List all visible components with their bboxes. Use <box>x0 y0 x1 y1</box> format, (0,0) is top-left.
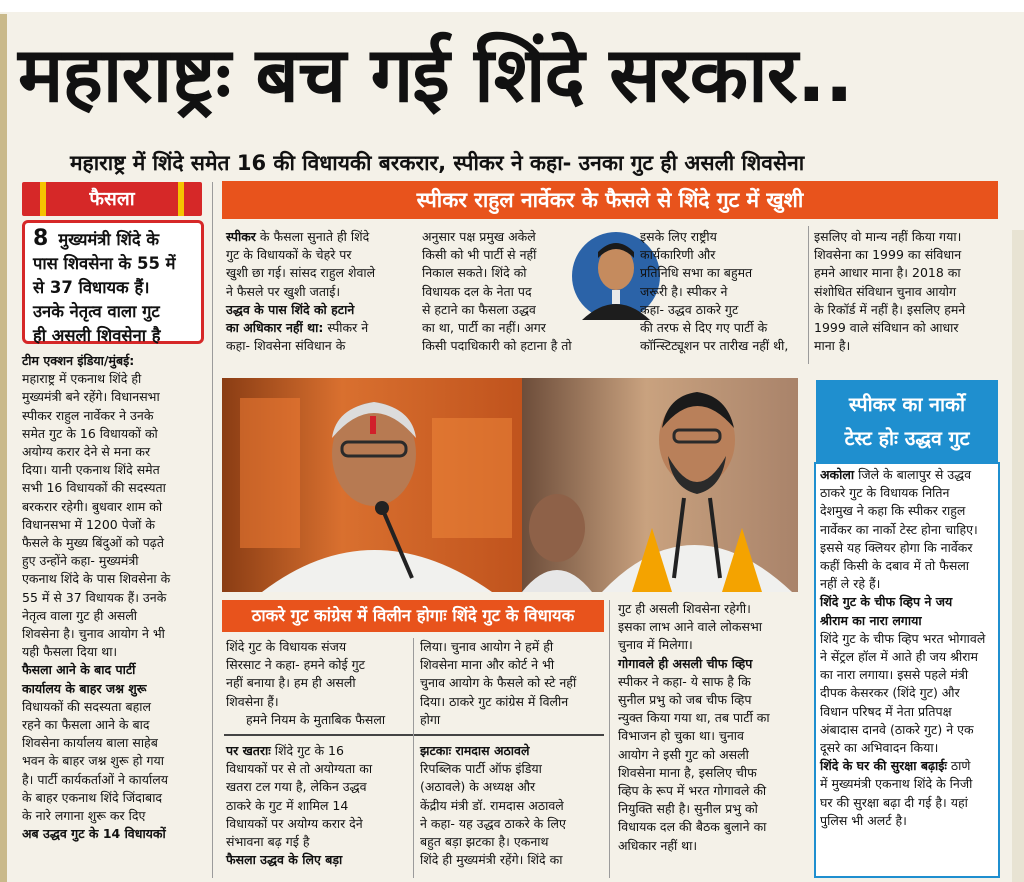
text-line: गुट के विधायकों के चेहरे पर <box>226 247 352 263</box>
section-subhead: फैसला उद्धव के लिए बड़ा <box>226 852 343 868</box>
key-line: उनके नेतृत्व वाला गुट <box>33 302 160 321</box>
text-line: नार्वेकर का नार्को टेस्ट होना चाहिए। <box>820 521 978 537</box>
side-story-title <box>816 380 998 462</box>
text-line: सुनील प्रभु को जब चीफ व्हिप <box>618 692 752 708</box>
story-banner: ठाकरे गुट कांग्रेस में विलीन होगाः शिंदे गुट के विधायक <box>222 600 604 632</box>
text-line: शिवसेना है। चुनाव आयोग ने भी <box>22 626 165 642</box>
text-line: की तरफ से दिए गए पार्टी के <box>640 320 768 336</box>
text-line: किसी को भी पार्टी से नहीं <box>422 247 537 263</box>
text-line: दिया। यानी एकनाथ शिंदे समेत <box>22 462 160 478</box>
text-line: हमने नियम के मुताबिक फैसला <box>246 711 386 727</box>
story-banner: स्पीकर राहुल नार्वेकर के फैसले से शिंदे गुट में खुशी <box>222 181 998 219</box>
bottom-story-col-a2 <box>226 742 410 869</box>
text-line: शिंदे गुट के विधायक संजय <box>226 639 347 654</box>
top-story-col-2 <box>422 228 592 355</box>
column-rule <box>808 226 809 364</box>
text-line: के फैसला सुनाते ही शिंदे <box>259 229 370 244</box>
text-line: विधायकों पर अयोग्य करार देने <box>226 815 363 831</box>
key-line: पास शिवसेना के 55 में <box>33 254 176 273</box>
top-story-col-1 <box>226 228 408 355</box>
text-line: निकाल सकते। शिंदे को <box>422 265 527 281</box>
top-strip <box>0 0 1024 12</box>
lead-word: स्पीकर <box>226 229 256 244</box>
text-line: का नारा लगाया। इससे पहले मंत्री <box>820 667 969 683</box>
text-line: माना है। <box>814 338 851 354</box>
text-line: घर की सुरक्षा बढ़ा दी गई है। यहां <box>820 794 968 810</box>
text-line: ने सेंट्रल हॉल में आते ही जय श्रीराम <box>820 649 979 665</box>
column-rule <box>212 182 213 878</box>
column-rule <box>413 638 414 878</box>
text-line: विधायकों की सदस्यता बहाल <box>22 698 152 714</box>
text-line: अनुसार पक्ष प्रमुख अकेले <box>422 229 536 244</box>
text-line: जिले के बालापुर से उद्धव <box>858 467 972 482</box>
text-line: हमने आधार माना है। 2018 का <box>814 265 961 281</box>
text-line: ठाकरे गुट के विधायक नितिन <box>820 485 950 501</box>
section-subhead: श्रीराम का नारा लगाया <box>820 612 922 628</box>
text-line: का था, पार्टी का नहीं। अगर <box>422 320 546 336</box>
key-line: ही असली शिवसेना है <box>33 326 161 345</box>
text-line: आयोग ने इसी गुट को असली <box>618 746 749 762</box>
text-line: देशमुख ने कहा कि स्पीकर राहुल <box>820 503 966 519</box>
text-line: शिवसेना हैं। <box>226 693 279 709</box>
key-number: 8 <box>33 226 49 251</box>
text-line: एकनाथ शिंदे के पास शिवसेना के <box>22 571 171 587</box>
text-line: अयोग्य करार देने से मना कर <box>22 444 151 460</box>
text-line: चुनाव में मिलेगा। <box>618 637 693 653</box>
bottom-story-col-c <box>618 600 802 855</box>
text-line: शिंदे ही मुख्यमंत्री रहेंगे। शिंदे का <box>420 852 563 868</box>
bottom-story-col-a <box>226 638 410 729</box>
text-line: विभाजन हो चुका था। चुनाव <box>618 728 744 744</box>
text-line: नियुक्ति सही है। सुनील प्रभु को <box>618 801 758 817</box>
text-line: शिवसेना माना और कोर्ट ने भी <box>420 657 555 673</box>
side-story-text <box>820 466 996 830</box>
section-subhead: कार्यालय के बाहर जश्न शुरू <box>22 680 147 696</box>
text-line: ने फैसले पर खुशी जताई। <box>226 283 341 299</box>
top-story-col-4 <box>814 228 1000 355</box>
text-line: हुए उन्होंने कहा- मुख्यमंत्री <box>22 553 139 569</box>
text-line: न्युक्त किया गया था, तब पार्टी का <box>618 710 770 726</box>
text-line: नहीं बनाया है। हम ही असली <box>226 675 356 691</box>
text-line: केंद्रीय मंत्री डॉ. रामदास अठावले <box>420 797 564 813</box>
section-subhead: का अधिकार नहीं था: <box>226 320 324 336</box>
text-line: 1999 वाले संविधान को आधार <box>814 320 959 336</box>
left-article <box>22 352 206 843</box>
text-line: दीपक केसरकर (शिंदे गुट) और <box>820 685 960 701</box>
text-line: के बाहर एकनाथ शिंदे जिंदाबाद <box>22 789 163 805</box>
section-divider <box>224 734 604 736</box>
text-line: सभी 16 विधायकों की सदस्यता <box>22 480 166 496</box>
text-line: सिरसाट ने कहा- हमने कोई गुट <box>226 657 365 673</box>
text-line: गुट ही असली शिवसेना रहेगी। <box>618 601 751 616</box>
text-line: स्पीकर ने <box>327 320 369 336</box>
section-subhead: झटकाः रामदास अठावले <box>420 743 530 758</box>
key-line: मुख्यमंत्री शिंदे के <box>58 230 160 249</box>
text-line: प्रतिनिधि सभा का बहुमत <box>640 265 753 281</box>
text-line: रहने का फैसला आने के बाद <box>22 717 150 733</box>
text-line: खतरा टल गया है, लेकिन उद्धव <box>226 779 367 795</box>
page-margin <box>0 14 7 882</box>
text-line: 55 में से 37 विधायक हैं। उनके <box>22 589 167 605</box>
bottom-story-col-b <box>420 638 598 729</box>
text-line: संभावना बढ़ गई है <box>226 834 310 850</box>
text-line: है। पार्टी कार्यकर्ताओं ने कार्यालय <box>22 771 168 787</box>
text-line: इससे यह क्लियर होगा कि नार्वेकर <box>820 539 973 555</box>
text-line: अंबादास दानवे (ठाकरे गुट) ने एक <box>820 721 974 737</box>
section-subhead: शिंदे गुट के चीफ व्हिप ने जय <box>820 594 953 610</box>
section-subhead: उद्धव के पास शिंदे को हटाने <box>226 301 355 317</box>
text-line: विधायक दल की बैठक बुलाने का <box>618 819 767 835</box>
news-photo <box>222 378 798 592</box>
text-line: व्हिप के रूप में भरत गोगावले की <box>618 783 767 799</box>
text-line: कॉन्स्टिट्यूशन पर तारीख नहीं थी, <box>640 338 789 354</box>
text-line: फैसले के मुख्य बिंदुओं को पढ़ते <box>22 535 164 551</box>
text-line: कहा- शिवसेना संविधान के <box>226 338 346 354</box>
dateline: टीम एक्शन इंडिया/मुंबई: <box>22 353 135 368</box>
subheadline: महाराष्ट्र में शिंदे समेत 16 की विधायकी बरकरार, स्पीकर ने कहा- उनका गुट ही असली शिवसेना <box>70 151 805 175</box>
section-subhead: अब उद्धव गुट के 14 विधायकों <box>22 826 166 842</box>
headline: महाराष्ट्रः बच गई शिंदे सरकार.. <box>18 30 853 119</box>
text-line: बरकरार रहेगी। बुधवार शाम को <box>22 498 163 514</box>
side-title-line: टेस्ट होः उद्धव गुट <box>844 427 970 450</box>
text-line: यही फैसला दिया था। <box>22 644 118 660</box>
text-line: इसलिए वो मान्य नहीं किया गया। <box>814 229 962 244</box>
text-line: दिया। ठाकरे गुट कांग्रेस में विलीन <box>420 693 569 709</box>
text-line: ने कहा- यह उद्धव ठाकरे के लिए <box>420 815 566 831</box>
top-story-col-3 <box>640 228 802 355</box>
text-line: भवन के बाहर जश्न शुरू हो गया <box>22 753 164 769</box>
text-line: नहीं ले रहे हैं। <box>820 576 881 592</box>
text-line: के नारे लगाना शुरू कर दिए <box>22 808 146 824</box>
text-line: में मुख्यमंत्री एकनाथ शिंदे के निजी <box>820 776 973 792</box>
key-fact-box <box>22 220 204 344</box>
section-subhead: शिंदे के घर की सुरक्षा बढ़ाईः <box>820 758 947 774</box>
text-line: महाराष्ट्र में एकनाथ शिंदे ही <box>22 371 142 387</box>
text-line: लिया। चुनाव आयोग ने हमें ही <box>420 639 554 654</box>
text-line: (अठावले) के अध्यक्ष और <box>420 779 536 795</box>
column-rule <box>609 600 610 878</box>
text-line: मुख्यमंत्री बने रहेंगे। विधानसभा <box>22 389 160 405</box>
text-line: शिवसेना का 1999 का संविधान <box>814 247 962 263</box>
text-line: संशोधित संविधान चुनाव आयोग <box>814 283 957 299</box>
text-line: इसके लिए राष्ट्रीय <box>640 229 717 244</box>
text-line: इसका लाभ आने वाले लोकसभा <box>618 619 762 635</box>
text-line: किसी पदाधिकारी को हटाना है तो <box>422 338 572 354</box>
text-line: समेत गुट के 16 विधायकों को <box>22 425 158 441</box>
text-line: के रिकॉर्ड में नहीं है। इसलिए हमने <box>814 301 966 317</box>
text-line: विधानसभा में 1200 पेजों के <box>22 516 155 532</box>
key-line: से 37 विधायक हैं। <box>33 278 150 297</box>
text-line: जरूरी है। स्पीकर ने <box>640 283 728 299</box>
lead-word: अकोला <box>820 467 855 482</box>
section-subhead: फैसला आने के बाद पार्टी <box>22 662 136 678</box>
text-line: नेतृत्व वाला गुट ही असली <box>22 607 138 623</box>
text-line: होगा <box>420 711 441 727</box>
text-line: विधान परिषद में नेता प्रतिपक्ष <box>820 703 952 719</box>
text-line: कहीं किसी के दबाव में तो फैसला <box>820 558 970 574</box>
text-line: शिंदे गुट के 16 <box>274 743 344 758</box>
text-line: दूसरे का अभिवादन किया। <box>820 740 939 756</box>
bottom-story-col-b2 <box>420 742 598 869</box>
text-line: कार्यकारिणी और <box>640 247 716 263</box>
text-line: चुनाव आयोग के फैसले को स्टे नहीं <box>420 675 577 691</box>
text-line: रिपब्लिक पार्टी ऑफ इंडिया <box>420 761 542 777</box>
text-line: विधायक दल के नेता पद <box>422 283 532 299</box>
text-line: शिवसेना माना है, इसलिए चीफ <box>618 764 757 780</box>
side-title-line: स्पीकर का नार्को <box>848 393 966 416</box>
text-line: शिवसेना कार्यालय बाला साहेब <box>22 735 158 751</box>
text-line: बहुत बड़ा झटका है। एकनाथ <box>420 834 549 850</box>
adjacent-page-edge <box>1012 230 1024 882</box>
section-tag: फैसला <box>22 182 202 216</box>
section-subhead: पर खतराः <box>226 743 271 758</box>
text-line: अधिकार नहीं था। <box>618 837 698 853</box>
text-line: पुलिस भी अलर्ट है। <box>820 812 907 828</box>
text-line: ठाकरे के गुट में शामिल 14 <box>226 797 349 813</box>
text-line: से हटाने का फैसला उद्धव <box>422 301 536 317</box>
text-line: ठाणे <box>950 758 971 774</box>
text-line: शिंदे गुट के चीफ व्हिप भरत भोगावले <box>820 630 986 646</box>
section-subhead: गोगावले ही असली चीफ व्हिप <box>618 655 753 671</box>
text-line: खुशी छा गई। सांसद राहुल शेवाले <box>226 265 376 281</box>
text-line: स्पीकर ने कहा- ये साफ है कि <box>618 673 751 689</box>
politicians-photo-image <box>222 378 798 592</box>
text-line: कहा- उद्धव ठाकरे गुट <box>640 301 739 317</box>
text-line: विधायकों पर से तो अयोग्यता का <box>226 761 373 777</box>
text-line: स्पीकर राहुल नार्वेकर ने उनके <box>22 407 154 423</box>
